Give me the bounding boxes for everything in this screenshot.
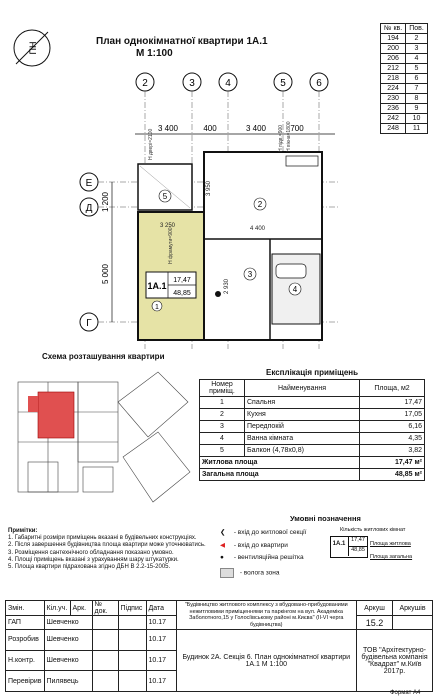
room-number: 1: [200, 397, 245, 409]
apt-header-floor: Пов.: [406, 24, 428, 34]
stamp-role-3: Перевірив: [6, 671, 45, 692]
dim-left-1: 1 200: [101, 191, 110, 213]
apartment-number: 206: [381, 54, 406, 64]
note-line: 5. Площа квартири підрахована згідно ДБН В 2.2-15-2005.: [8, 564, 171, 571]
apartment-row: [381, 94, 428, 104]
stamp-name-2: Шевченко: [44, 650, 92, 671]
apt-code: 1А.1: [147, 281, 167, 291]
dim-inner-1: 3 250: [160, 223, 176, 229]
apartment-number: 248: [381, 124, 406, 134]
compass-label: ПН: [28, 41, 38, 55]
plan-title: [96, 36, 316, 60]
stamp-h-date: Дата: [146, 601, 176, 616]
stamp-role-1: Розробив: [6, 630, 45, 651]
legend-item-0: - вхід до житлової секції: [233, 529, 307, 536]
apartment-floor: 3: [406, 44, 428, 54]
apartment-floor: 7: [406, 84, 428, 94]
room-number: 4: [200, 433, 245, 445]
apartment-floor: 2: [406, 34, 428, 44]
notes: [8, 528, 208, 571]
expl-header-name: Найменування: [245, 380, 360, 397]
room-number: 5: [200, 445, 245, 457]
legend-sample-code: 1А.1: [332, 541, 346, 547]
axis-d: Д: [85, 203, 93, 214]
apartment-row: [381, 104, 428, 114]
legend-item-1: - вхід до квартири: [233, 542, 288, 549]
legend-entrance-apartment: [220, 541, 288, 549]
legend-item-2: - вентиляційна решітка: [233, 554, 304, 561]
legend-callout-total: Площа загальна: [370, 554, 413, 560]
apartment-floor: 5: [406, 64, 428, 74]
stamp-name-0: Шевченко: [44, 616, 92, 630]
axis-markers-left: [80, 173, 98, 331]
stamp-h-doc: № док.: [92, 601, 118, 616]
arrow-black-icon: ❮: [220, 529, 226, 536]
format-label: Формат А4: [390, 690, 421, 696]
note-transom: Н фрамуги=900: [168, 227, 174, 264]
apartment-number: 242: [381, 114, 406, 124]
stamp-date-0: 10.17: [146, 616, 176, 630]
explication-row: [200, 421, 425, 433]
title-block: [5, 600, 433, 692]
stamp-date-2: 10.17: [146, 650, 176, 671]
dim-left-2: 5 000: [101, 263, 110, 285]
apartment-number: 194: [381, 34, 406, 44]
explication: [199, 368, 425, 481]
legend-item-3: - волога зона: [239, 569, 280, 577]
scheme-title: Схема розташування квартири: [42, 352, 165, 361]
room-area: 17,47: [360, 397, 425, 409]
room-area: 3,82: [360, 445, 425, 457]
apartment-row: [381, 44, 428, 54]
dimension-left: [101, 182, 112, 322]
axis-6: 6: [316, 78, 322, 89]
stamp-name-1: Шевченко: [44, 630, 92, 651]
axis-e: Е: [85, 178, 93, 189]
legend-vent: [220, 554, 304, 561]
dim-top-2: 400: [203, 124, 217, 133]
axis-markers-top: [136, 73, 328, 91]
dim-top-3: 3 400: [245, 124, 267, 133]
apartment-number: 212: [381, 64, 406, 74]
stamp-sheet-label: Аркуш: [357, 601, 393, 616]
note-line: 3. Розміщення сантехнічного обладнання показано умовно.: [8, 549, 174, 556]
apartment-floor: 6: [406, 74, 428, 84]
apartment-row: [381, 84, 428, 94]
apartment-number: 224: [381, 84, 406, 94]
apartment-row: [381, 114, 428, 124]
apartment-floor: 10: [406, 114, 428, 124]
explication-row: [200, 433, 425, 445]
axis-5: 5: [280, 78, 286, 89]
apt-living-area: 17,47: [173, 277, 191, 284]
stamp-sheet-title: Будинок 2А. Секція 6. План однокімнатної квартири 1А.1 М 1:100: [176, 630, 356, 692]
stamp-h-sheet: Арк.: [70, 601, 92, 616]
dim-inner-3: 3 950: [206, 180, 212, 196]
legend-sample-total: 48,85: [348, 547, 367, 556]
dim-inner-4: 2 930: [224, 278, 230, 294]
apartment-row: [381, 74, 428, 84]
room-area: 6,16: [360, 421, 425, 433]
room-area: 17,05: [360, 409, 425, 421]
vent-grille-icon: ●: [220, 554, 224, 561]
stamp-h-count: Кіл.уч.: [44, 601, 70, 616]
axis-g: Г: [86, 318, 92, 329]
wet-zone-swatch-icon: [220, 568, 234, 578]
note-line: 2. Після завершення будівництва площа квартири може уточнюватись.: [8, 542, 206, 549]
expl-header-num: Номер приміщ.: [200, 380, 245, 397]
room-name: Балкон (4,78х0,8): [245, 445, 360, 457]
explication-row: [200, 409, 425, 421]
apartment-floor: 9: [406, 104, 428, 114]
room-area: 4,35: [360, 433, 425, 445]
stamp-company: ТОВ "Архітектурно-будівельна компанія "Квадрат" м.Київ 2017р.: [357, 630, 433, 692]
apartment-row: [381, 124, 428, 134]
apartment-row: [381, 64, 428, 74]
explication-row: [200, 397, 425, 409]
apartment-row: [381, 54, 428, 64]
legend: [220, 514, 425, 594]
apartment-number: 236: [381, 104, 406, 114]
stamp-sheet-no: 15.2: [357, 616, 393, 630]
stamp-date-3: 10.17: [146, 671, 176, 692]
apartment-number: 200: [381, 44, 406, 54]
legend-entrance-section: [220, 528, 306, 536]
notes-title: Примітки:: [8, 528, 38, 534]
note-line: 4. Площі приміщень вказані з урахуванням шару штукатурки.: [8, 556, 179, 563]
axis-4: 4: [225, 78, 231, 89]
room-num-2: 2: [257, 200, 263, 209]
room-name: Кухня: [245, 409, 360, 421]
room-num-3: 3: [247, 270, 253, 279]
apt-total-area: 48,85: [173, 290, 191, 297]
stamp-h-sign: Підпис: [118, 601, 146, 616]
stamp-sheets-label: Аркушів: [393, 601, 433, 616]
dim-inner-2: 4 400: [250, 226, 266, 232]
dim-top-4: 700: [290, 124, 304, 133]
room-name: Спальня: [245, 397, 360, 409]
note-sill: Н підв.=900: [278, 124, 284, 152]
room-name: Передпокій: [245, 421, 360, 433]
stamp-role-0: ГАП: [6, 616, 45, 630]
apartment-floor-table: [380, 23, 428, 134]
stamp-role-2: Н.контр.: [6, 650, 45, 671]
note-line: 1. Габаритні розміри приміщень вказані в будівельних конструкціях.: [8, 535, 197, 542]
room-number: 2: [200, 409, 245, 421]
note-door-height: Н двері=2100: [148, 128, 154, 160]
explication-row: [200, 445, 425, 457]
explication-title: Експлікація приміщень: [265, 368, 359, 377]
room-num-4: 4: [292, 285, 298, 294]
apartment-number: 230: [381, 94, 406, 104]
north-compass-icon: [10, 26, 54, 70]
dim-top-1: 3 400: [157, 124, 179, 133]
living-area-label: Житлова площа: [200, 457, 360, 469]
legend-callout-rooms: Кількість житлових кімнат: [340, 527, 406, 533]
total-area-value: 48,85 м²: [360, 469, 425, 481]
stamp-name-3: Пилявець: [44, 671, 92, 692]
total-area-label: Загальна площа: [200, 469, 360, 481]
room-number: 3: [200, 421, 245, 433]
apartment-number: 218: [381, 74, 406, 84]
apartment-floor: 8: [406, 94, 428, 104]
apt-header-no: № кв.: [381, 24, 406, 34]
legend-wet-zone: [220, 568, 280, 578]
room-name: Ванна кімната: [245, 433, 360, 445]
dimension-top: [135, 124, 335, 134]
room-num-5: 5: [162, 192, 168, 201]
scheme-apartment-highlight: [38, 392, 74, 438]
apartment-row: [381, 34, 428, 44]
arrow-red-icon: ◀: [220, 542, 225, 549]
title-scale: М 1:100: [136, 48, 173, 59]
apartment-floor: 11: [406, 124, 428, 134]
apartment-floor: 4: [406, 54, 428, 64]
legend-callout-living: Площа житлова: [370, 541, 411, 547]
stamp-project: "Будівництво житлового комплексу з вбудовано-прибудованими нежитловими приміщеннями та паркінгом на вул. Академіка Заболотного,15 у Голосіївському районі м.Києва" (ІІ-VI черга будівництва): [176, 601, 356, 630]
floor-plan: [60, 64, 380, 354]
room-num-1: 1: [155, 304, 159, 311]
axis-2: 2: [142, 78, 148, 89]
note-window: Н вікна=1800: [286, 121, 292, 152]
legend-sample-box: [330, 536, 368, 558]
axis-3: 3: [189, 78, 195, 89]
legend-title: Умовні позначення: [290, 514, 361, 523]
title-line1: План однокімнатної квартири 1А.1: [96, 36, 268, 47]
living-area-value: 17,47 м²: [360, 457, 425, 469]
explication-table: [199, 379, 425, 481]
expl-header-area: Площа, м2: [360, 380, 425, 397]
legend-sample-living: 17,47: [348, 537, 367, 547]
stamp-h-change: Змін.: [6, 601, 45, 616]
location-scheme: [8, 362, 192, 514]
stamp-date-1: 10.17: [146, 630, 176, 651]
